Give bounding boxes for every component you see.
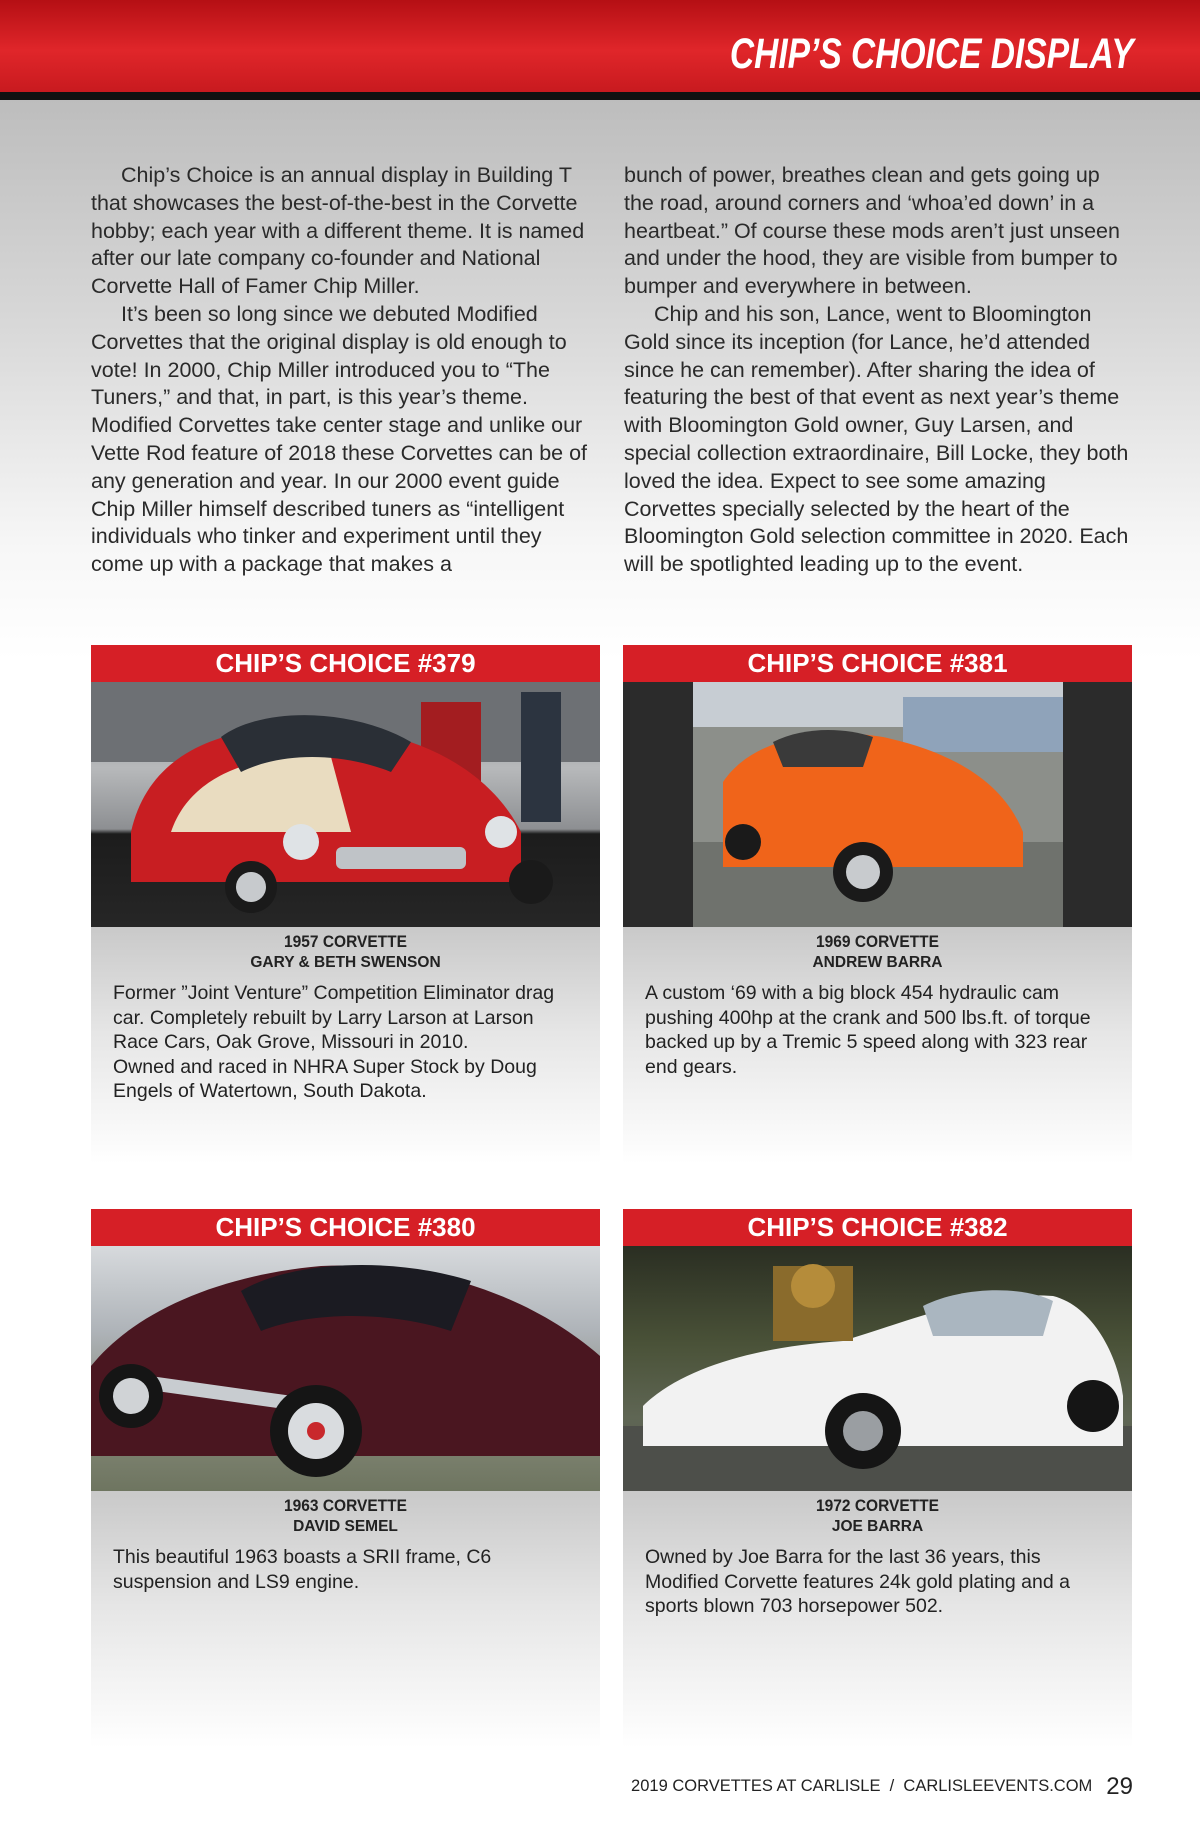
page-number: 29 <box>1106 1773 1133 1800</box>
card-body <box>91 927 600 1164</box>
intro-paragraph: Chip’s Choice is an annual display in Building T that showcases the best-of-the-best in the Corvette hobby; each year with a different theme. It is named after our late company co-founder and National Corvette Hall of Famer Chip Miller. <box>91 163 585 299</box>
intro-column-left <box>91 162 600 579</box>
intro-paragraph: bunch of power, breathes clean and gets going up the road, around corners and ‘whoa’ed down’ in a heartbeat.” Of course these mods aren’t just unseen and under the hood, they are visible from bumper to bumper and everywhere in between. <box>624 163 1120 299</box>
car-description <box>113 1545 578 1594</box>
page-title: CHIP’S CHOICE DISPLAY <box>730 30 1134 78</box>
header-rule <box>0 92 1200 100</box>
intro-paragraph: Chip and his son, Lance, went to Bloomington Gold since its inception (for Lance, he’d attended since he can remember). After sharing the idea of featuring the best of that event as next year’s theme with Bloomington Gold owner, Guy Larsen, and special collection extraordinaire, Bill Locke, they both loved the idea. Expect to see some amazing Corvettes specially selected by the heart of the Bloomington Gold selection committee in 2020. Each will be spotlighted leading up to the event. <box>624 301 1129 577</box>
card-title: CHIP’S CHOICE #379 <box>91 645 600 682</box>
car-photo <box>91 1246 600 1491</box>
car-owner: GARY & BETH SWENSON <box>250 954 441 971</box>
intro-paragraph: It’s been so long since we debuted Modified Corvettes that the original display is old enough to vote! In 2000, Chip Miller introduced you to “The Tuners,” and that, in part, is this year’s theme. Modified Corvettes take center stage and unlike our Vette Rod feature of 2018 these Corvettes can be of any generation and year. In our 2000 event guide Chip Miller himself described tuners as “intelligent individuals who tinker and experiment until they come up with a package that makes a <box>91 301 588 577</box>
description-line: Owned and raced in NHRA Super Stock by Doug Engels of Watertown, South Dakota. <box>113 1055 537 1102</box>
description-line: This beautiful 1963 boasts a SRII frame, C6 suspension and LS9 engine. <box>113 1546 492 1593</box>
card-chips-choice-379 <box>91 645 600 1164</box>
car-photo <box>623 1246 1132 1491</box>
car-illustration <box>91 682 600 927</box>
card-body <box>623 927 1132 1164</box>
card-title: CHIP’S CHOICE #380 <box>91 1209 600 1246</box>
page-footer <box>631 1773 1133 1801</box>
card-body <box>623 1491 1132 1748</box>
car-photo <box>623 682 1132 927</box>
card-chips-choice-380 <box>91 1209 600 1748</box>
intro-text <box>91 162 1133 579</box>
car-owner: DAVID SEMEL <box>293 1518 398 1535</box>
car-description <box>113 981 578 1104</box>
description-line: A custom ‘69 with a big block 454 hydraulic cam pushing 400hp at the crank and 500 lbs.ft. of torque backed up by a Tremic 5 speed along with 323 rear end gears. <box>645 982 1091 1078</box>
car-illustration <box>623 1246 1132 1491</box>
car-model: 1969 CORVETTE <box>816 933 939 952</box>
intro-column-right <box>624 162 1133 579</box>
car-illustration <box>91 1246 600 1491</box>
card-chips-choice-381 <box>623 645 1132 1164</box>
car-owner: JOE BARRA <box>831 1518 924 1535</box>
car-illustration <box>623 682 1132 927</box>
footer-text: 2019 CORVETTES AT CARLISLE / CARLISLEEVENTS.COM <box>631 1777 1093 1795</box>
description-line: Owned by Joe Barra for the last 36 years, this Modified Corvette features 24k gold plating and a sports blown 703 horsepower 502. <box>645 1546 1070 1617</box>
car-description <box>645 1545 1110 1619</box>
car-model: 1963 CORVETTE <box>284 1497 407 1516</box>
car-photo <box>91 682 600 927</box>
car-description <box>645 981 1110 1079</box>
card-body <box>91 1491 600 1748</box>
description-line: Former ”Joint Venture” Competition Eliminator drag car. Completely rebuilt by Larry Larson at Larson Race Cars, Oak Grove, Missouri in 2010. <box>113 982 555 1053</box>
card-chips-choice-382 <box>623 1209 1132 1748</box>
car-owner: ANDREW BARRA <box>812 954 943 971</box>
car-model: 1972 CORVETTE <box>816 1497 939 1516</box>
car-model: 1957 CORVETTE <box>284 933 407 952</box>
card-title: CHIP’S CHOICE #382 <box>623 1209 1132 1246</box>
card-title: CHIP’S CHOICE #381 <box>623 645 1132 682</box>
